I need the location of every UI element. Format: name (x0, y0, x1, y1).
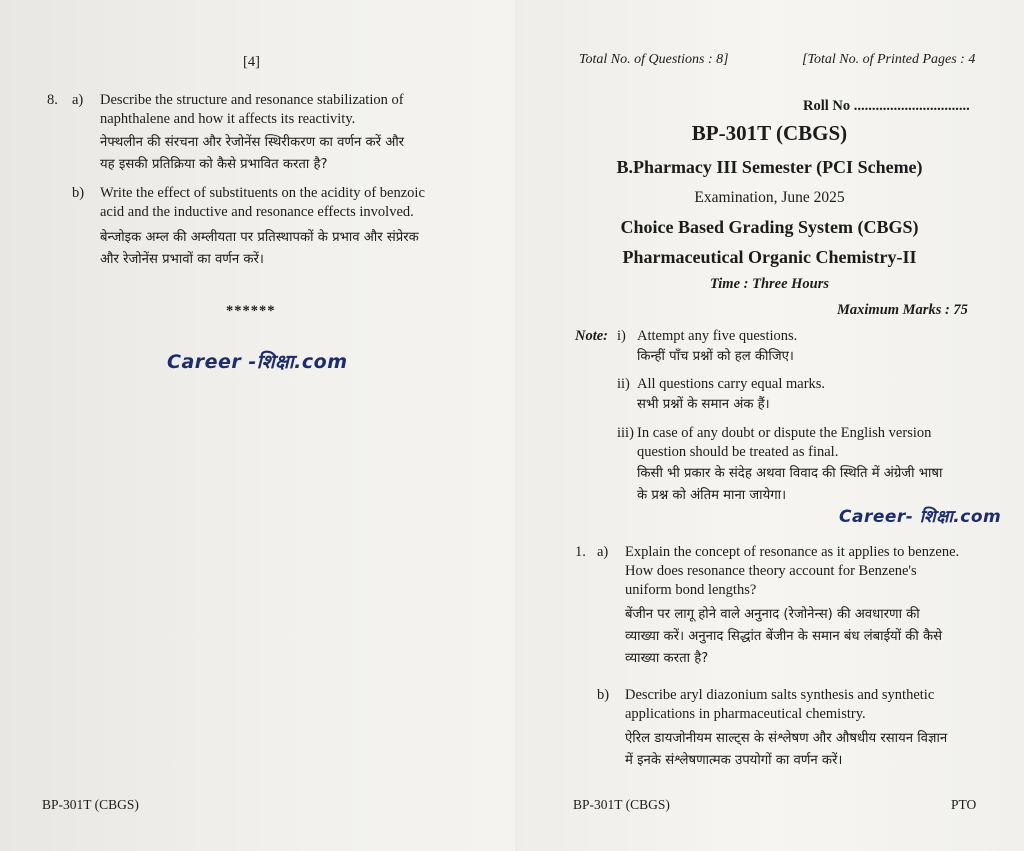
right-page (515, 0, 1024, 851)
q1-a-hindi (625, 604, 995, 670)
paper-code: BP-301T (CBGS) (691, 121, 848, 145)
q1-a-en-line: Explain the concept of resonance as it applies to benzene. (625, 544, 960, 560)
q1-b-hi-line: ऐरिल डायजोनीयम साल्ट्स के संश्लेषण और औषधीय रसायन विज्ञान (625, 731, 948, 746)
q8-b-hi-line: बेन्जोइक अम्ल की अम्लीयता पर प्रतिस्थापकों के प्रभाव और संप्रेरक (100, 230, 419, 245)
watermark-logo: Career- शिक्षा.com (839, 507, 1002, 527)
page-number: [4] (243, 54, 260, 70)
q8-a-hi-line: यह इसकी प्रतिक्रिया को कैसे प्रभावित करता है? (100, 157, 328, 172)
footer-code: BP-301T (CBGS) (573, 797, 670, 812)
q1-a-hi-line: बेंजीन पर लागू होने वाले अनुनाद (रेजोनेन्स) की अवधारणा की (625, 607, 920, 622)
q1-b-hi-line: में इनके संश्लेषणात्मक उपयोगों का वर्णन करें। (625, 753, 843, 768)
q1-a-en-line: How does resonance theory account for Benzene's (625, 563, 917, 579)
total-questions: Total No. of Questions : 8] (579, 52, 729, 67)
note-3-english (637, 424, 987, 462)
footer-pto: PTO (951, 797, 977, 812)
roll-number-text: Roll No ................................ (803, 98, 970, 114)
q8-b-en-line: acid and the inductive and resonance effects involved. (100, 204, 414, 220)
note-1-english: Attempt any five questions. (637, 328, 798, 344)
note-3-label: iii) (617, 425, 634, 441)
q1-b-hindi (625, 728, 1000, 772)
q1-b-label: b) (597, 687, 610, 703)
q8-b-english (100, 184, 465, 222)
question-number-1: 1. (575, 544, 586, 560)
exam-time: Time : Three Hours (709, 276, 830, 292)
grading-system: Choice Based Grading System (CBGS) (620, 217, 919, 237)
q1-a-english (625, 543, 987, 600)
q8-a-en-line: Describe the structure and resonance stabilization of (100, 92, 404, 108)
note-1-label: i) (617, 328, 626, 344)
footer-code: BP-301T (CBGS) (42, 797, 139, 812)
subject-title: Pharmaceutical Organic Chemistry-II (622, 247, 917, 267)
roll-number (803, 97, 970, 116)
q1-a-hi-line: व्याख्या करता है? (625, 651, 709, 666)
note-label: Note: (575, 328, 609, 344)
q1-a-label: a) (597, 544, 609, 560)
q8-b-hindi (100, 227, 480, 271)
note-1-hindi: किन्हीं पाँच प्रश्नों को हल कीजिए। (637, 349, 794, 364)
q8-a-hi-line: नेफ्थलीन की संरचना और रेजोनेंस स्थिरीकरण का वर्णन करें और (100, 135, 405, 150)
q1-b-english (625, 686, 987, 724)
q1-a-en-line: uniform bond lengths? (625, 582, 757, 598)
question-number-8: 8. (47, 92, 58, 108)
q1-b-en-line: Describe aryl diazonium salts synthesis and synthetic (625, 687, 935, 703)
q8-b-label: b) (72, 185, 85, 201)
q1-a-hi-line: व्याख्या करें। अनुनाद सिद्धांत बेंजीन के समान बंध लंबाईयों की कैसे (625, 629, 943, 644)
maximum-marks: Maximum Marks : 75 (837, 302, 968, 318)
q8-b-hi-line: और रेजोनेंस प्रभावों का वर्णन करें। (100, 252, 264, 267)
note-3-en-line: In case of any doubt or dispute the English version (637, 425, 932, 441)
q8-b-en-line: Write the effect of substituents on the acidity of benzoic (100, 185, 425, 201)
total-pages: [Total No. of Printed Pages : 4 (802, 52, 976, 67)
q8-a-english (100, 91, 465, 129)
note-2-hindi: सभी प्रश्नों के समान अंक हैं। (637, 397, 770, 412)
note-3-hi-line: किसी भी प्रकार के संदेह अथवा विवाद की स्थिति में अंग्रेजी भाषा (637, 466, 943, 481)
note-3-en-line: question should be treated as final. (637, 444, 839, 460)
end-mark: ****** (226, 303, 276, 319)
q8-a-en-line: naphthalene and how it affects its reactivity. (100, 111, 356, 127)
note-2-label: ii) (617, 376, 630, 392)
course-title: B.Pharmacy III Semester (PCI Scheme) (616, 157, 923, 177)
q1-b-en-line: applications in pharmaceutical chemistry. (625, 706, 866, 722)
watermark-logo: Career -शिक्षा.com (167, 351, 348, 373)
q8-a-hindi (100, 132, 470, 176)
note-3-hi-line: के प्रश्न को अंतिम माना जायेगा। (637, 488, 787, 503)
q8-a-label: a) (72, 92, 84, 108)
exam-session: Examination, June 2025 (694, 189, 845, 206)
note-2-english: All questions carry equal marks. (637, 376, 826, 392)
note-3-hindi (637, 463, 997, 507)
